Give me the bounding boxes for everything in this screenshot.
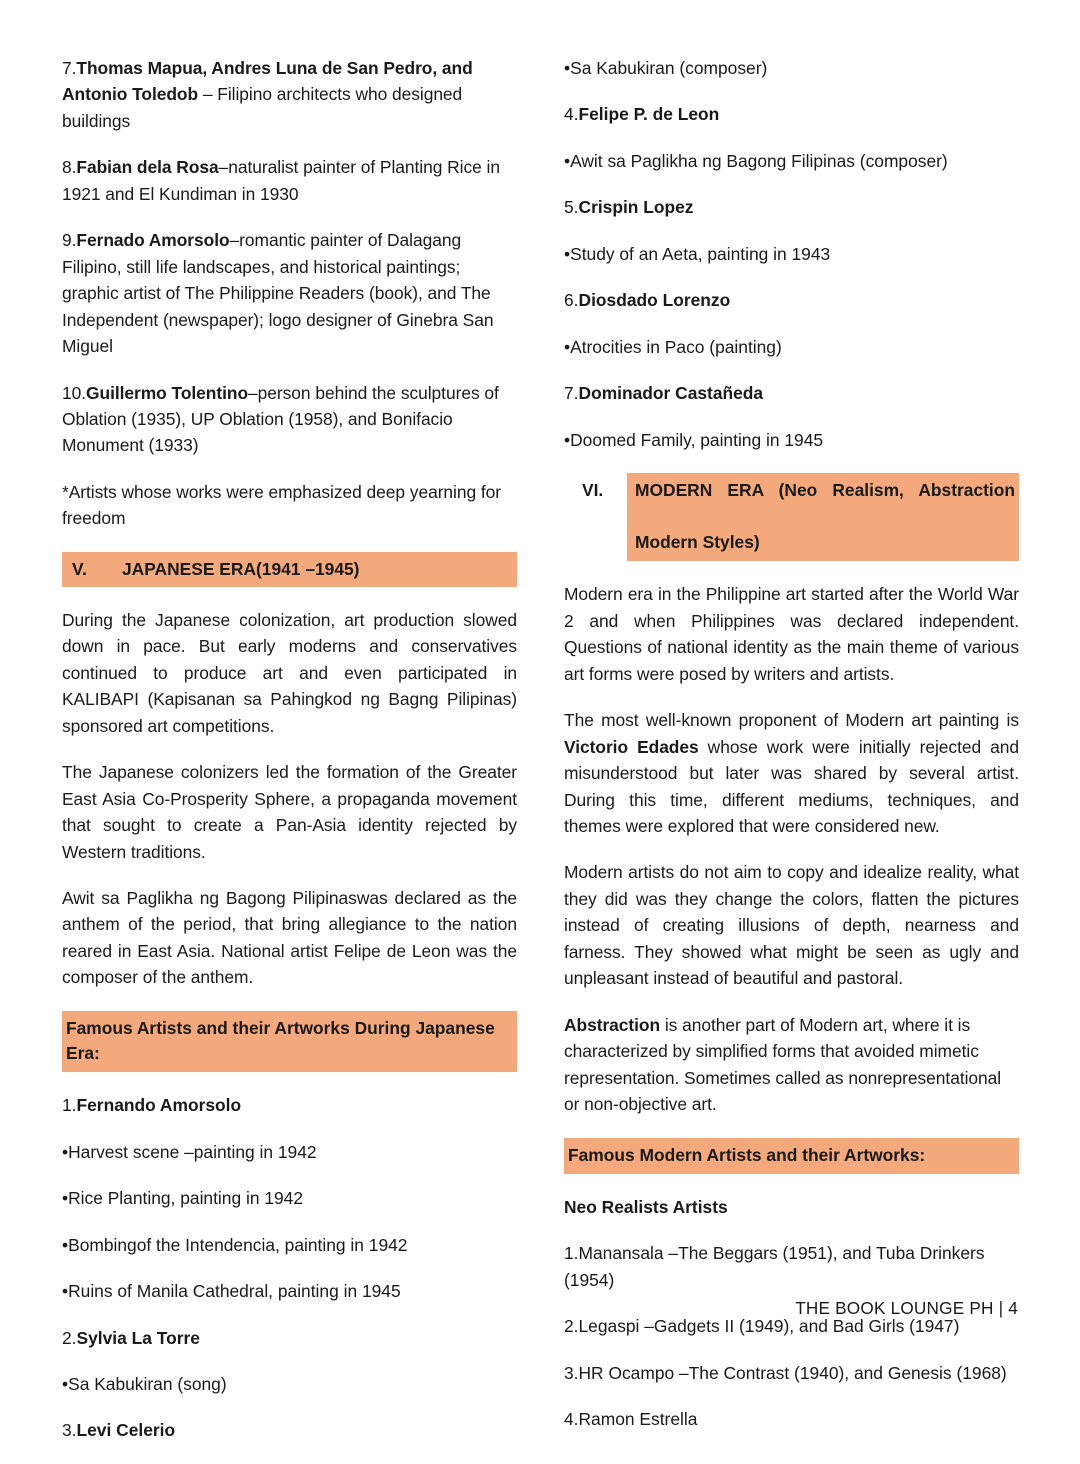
numbered-entry (62, 154, 517, 207)
list-item (564, 101, 1019, 127)
list-item: •Bombingof the Intendencia, painting in 1942 (62, 1234, 408, 1255)
entry-description: – Filipino architects who designed buildings (62, 84, 463, 131)
page-footer: THE BOOK LOUNGE PH | 4 (795, 1298, 1018, 1318)
section-title: JAPANESE ERA(1941 –1945) (122, 558, 360, 579)
artist-name: Crispin Lopez (578, 197, 694, 218)
artist-number: 6. (564, 290, 579, 311)
section-heading-japanese-era (62, 552, 517, 587)
subheading-neo-realists: Neo Realists Artists (564, 1196, 728, 1217)
entry-description: –naturalist painter of Planting Rice in 1921 and El Kundiman in 1930 (62, 157, 500, 204)
list-item: •Doomed Family, painting in 1945 (564, 429, 824, 450)
list-item: •Sa Kabukiran (composer) (564, 58, 768, 78)
section-title-line-2: Modern Styles) (635, 532, 760, 553)
list-item: •Ruins of Manila Cathedral, painting in 1945 (62, 1281, 401, 1302)
subheading-famous-artists-japanese-era: Famous Artists and their Artworks During Japanese Era: (62, 1011, 517, 1072)
left-column (62, 55, 517, 1464)
artist-number: 7. (564, 383, 579, 404)
paragraph (564, 859, 1019, 991)
section-numeral: V. (72, 558, 87, 579)
entry-number: 7. (62, 58, 77, 78)
emphasis-victorio-edades: Victorio Edades (564, 736, 699, 757)
paragraph-text: Modern era in the Philippine art started after the World War 2 and when Philippines was declared independent. Questions of national identity as the main theme of various art forms were posed by writers and artists. (564, 584, 1019, 684)
artist-number: 3. (62, 1420, 77, 1441)
artist-name: Levi Celerio (76, 1420, 176, 1441)
artist-name: Diosdado Lorenzo (578, 290, 731, 311)
numbered-entry (62, 227, 517, 359)
artist-number: 1. (62, 1095, 77, 1116)
list-item: 1.Manansala –The Beggars (1951), and Tuba Drinkers (1954) (564, 1243, 985, 1290)
paragraph (564, 581, 1019, 687)
subheading-famous-modern-artists: Famous Modern Artists and their Artworks: (564, 1138, 1019, 1174)
paragraph (564, 707, 1019, 839)
section-title-line-1: MODERN ERA (Neo Realism, Abstraction (635, 480, 1015, 501)
artist-number: 4. (564, 104, 579, 125)
artist-name: Felipe P. de Leon (578, 104, 720, 125)
two-column-layout (62, 55, 1020, 1464)
entry-description: –person behind the sculptures of Oblation (1935), UP Oblation (1958), and Bonifacio Monument (1933) (62, 382, 499, 456)
list-item: •Study of an Aeta, painting in 1943 (564, 243, 831, 264)
numbered-entry (62, 380, 517, 459)
list-item (564, 287, 1019, 313)
paragraph-text: Modern artists do not aim to copy and idealize reality, what they did was they change the colors, flatten the pictures instead of creating illusions of depth, nearness and farness. They showed what might be seen as ugly and unpleasant instead of beautiful and pastoral. (564, 862, 1019, 989)
entry-description: –romantic painter of Dalagang Filipino, still life landscapes, and historical paintings; graphic artist of The Philippine Readers (book), and The Independent (newspaper); logo designer of Ginebra San Miguel (62, 230, 494, 357)
paragraph-text: The most well-known proponent of Modern art painting is (564, 710, 1019, 731)
entry-name: Guillermo Tolentino (86, 382, 249, 403)
entry-number: 9. (62, 230, 77, 251)
list-item: 2.Legaspi –Gadgets II (1949), and Bad Girls (1947) (564, 1316, 960, 1337)
artist-name: Fernando Amorsolo (76, 1095, 242, 1116)
list-item (564, 380, 1019, 406)
list-item: •Rice Planting, painting in 1942 (62, 1188, 304, 1209)
artist-name: Sylvia La Torre (76, 1327, 200, 1348)
paragraph: Awit sa Paglikha ng Bagong Pilipinaswas declared as the anthem of the period, that bring allegiance to the nation reared in East Asia. National artist Felipe de Leon was the composer of the anthem. (62, 887, 517, 988)
paragraph (564, 1012, 1019, 1118)
list-item (62, 1325, 517, 1351)
list-item: •Awit sa Paglikha ng Bagong Filipinas (composer) (564, 150, 948, 171)
section-title-block (627, 473, 1019, 561)
list-item: 4.Ramon Estrella (564, 1409, 698, 1430)
artist-number: 5. (564, 197, 579, 218)
emphasis-abstraction: Abstraction (564, 1014, 661, 1035)
list-item: •Atrocities in Paco (painting) (564, 336, 782, 357)
paragraph-text: whose work were initially rejected and misunderstood but later was shared by several artist. During this time, different mediums, techniques, and themes were explored that were considered new. (564, 736, 1020, 837)
footnote-text: *Artists whose works were emphasized deep yearning for freedom (62, 481, 502, 529)
artist-number: 2. (62, 1327, 77, 1348)
entry-name: Fabian dela Rosa (76, 157, 219, 178)
paragraph: The Japanese colonizers led the formation of the Greater East Asia Co-Prosperity Sphere, a propaganda movement that sought to create a Pan-Asia identity rejected by Western traditions. (62, 762, 517, 862)
entry-name: Fernado Amorsolo (76, 230, 230, 251)
list-item: 3.HR Ocampo –The Contrast (1940), and Genesis (1968) (564, 1362, 1007, 1383)
list-item (62, 1417, 517, 1443)
paragraph-text: is another part of Modern art, where it is characterized by simplified forms that avoided mimetic representation. Sometimes called as nonrepresentational or non-objective art. (564, 1014, 1002, 1115)
numbered-entry (62, 55, 517, 134)
artist-name: Dominador Castañeda (578, 383, 764, 404)
right-column (564, 55, 1019, 1453)
entry-name: Thomas Mapua, Andres Luna de San Pedro, and Antonio Toledob (62, 58, 473, 105)
list-item (62, 1092, 517, 1118)
paragraph: During the Japanese colonization, art production slowed down in pace. But early moderns and conservatives continued to produce art and even participated in KALIBAPI (Kapisanan sa Pahingkod ng Bagng Pilipinas) sponsored art competitions. (62, 609, 517, 736)
entry-number: 10. (62, 382, 87, 403)
entry-number: 8. (62, 157, 77, 178)
list-item: •Harvest scene –painting in 1942 (62, 1141, 317, 1162)
list-item: •Sa Kabukiran (song) (62, 1373, 227, 1394)
list-item (564, 194, 1019, 220)
section-numeral: VI. (564, 473, 627, 503)
section-heading-modern-era (564, 473, 1019, 561)
